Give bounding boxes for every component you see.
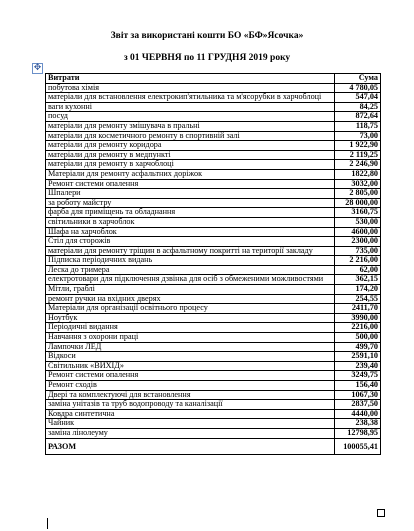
table-resize-handle[interactable] [377, 509, 385, 517]
table-row [46, 275, 381, 285]
expense-description: матеріали для ремонту в медпункті [46, 150, 335, 160]
expense-amount: 500,00 [335, 333, 381, 343]
expense-description: світильники в харчоблок [46, 217, 335, 227]
expense-amount: 2 216,00 [335, 256, 381, 266]
expense-amount: 3990,00 [335, 313, 381, 323]
expense-description: матеріали для ремонту тріщин в асфальтному покритті на території закладу [46, 246, 335, 256]
expense-amount: 3032,00 [335, 179, 381, 189]
expense-amount: 28 000,00 [335, 198, 381, 208]
expense-amount: 2411,70 [335, 304, 381, 314]
expense-amount: 547,04 [335, 93, 381, 103]
expense-amount: 3249,75 [335, 371, 381, 381]
expense-description: заміна лінолеуму [46, 428, 335, 438]
expense-description: Шафа на харчоблок [46, 227, 335, 237]
expense-amount: 2837,50 [335, 400, 381, 410]
table-move-handle-icon[interactable]: ✥ [33, 63, 42, 73]
table-row [46, 83, 381, 93]
table-row [46, 160, 381, 170]
expense-amount: 156,40 [335, 381, 381, 391]
table-row [46, 102, 381, 112]
table-row [46, 333, 381, 343]
table-row [46, 150, 381, 160]
expense-amount: 362,15 [335, 275, 381, 285]
expense-description: Ремонт сходів [46, 381, 335, 391]
expense-amount: 239,40 [335, 361, 381, 371]
expense-amount: 4600,00 [335, 227, 381, 237]
expense-description: Ремонт системи опалення [46, 179, 335, 189]
expense-description: заміна унітазів та труб водопроводу та каналізації [46, 400, 335, 410]
table-row [46, 131, 381, 141]
table-row [46, 294, 381, 304]
table-row [46, 409, 381, 419]
table-row [46, 419, 381, 429]
table-row [46, 285, 381, 295]
table-row [46, 381, 381, 391]
table-row [46, 323, 381, 333]
table-row [46, 265, 381, 275]
expense-description: Відкоси [46, 352, 335, 362]
expense-description: матеріали для ремонту в харчоблоці [46, 160, 335, 170]
table-row [46, 189, 381, 199]
table-row [46, 313, 381, 323]
table-row [46, 169, 381, 179]
expense-description: ремонт ручки на вхідних дверях [46, 294, 335, 304]
table-row [46, 361, 381, 371]
expense-amount: 735,00 [335, 246, 381, 256]
expense-description: матеріали для встановлення електрокип'ятильника та м'ясорубки в харчоблоці [46, 93, 335, 103]
expense-description: матеріали для ремонту змішувача в пральні [46, 121, 335, 131]
expense-amount: 2216,00 [335, 323, 381, 333]
expense-description: матеріали для ремонту коридора [46, 141, 335, 151]
expense-amount: 2591,10 [335, 352, 381, 362]
table-header-row [46, 74, 381, 84]
expense-description: матеріали для косметичного ремонту в спортивній залі [46, 131, 335, 141]
expense-description: Леска до тримера [46, 265, 335, 275]
table-row [46, 304, 381, 314]
table-row [46, 121, 381, 131]
expense-description: електротовари для підключення дзвінка для осіб з обмеженими можливостями [46, 275, 335, 285]
expense-amount: 1 922,90 [335, 141, 381, 151]
table-row [46, 246, 381, 256]
expense-amount: 2 805,00 [335, 189, 381, 199]
expense-description: Матеріали для ремонту асфальтних доріжок [46, 169, 335, 179]
expense-description: посуд [46, 112, 335, 122]
expense-description: Ремонт системи опалення [46, 371, 335, 381]
expense-amount: 4 780,05 [335, 83, 381, 93]
expense-amount: 2300,00 [335, 237, 381, 247]
expense-amount: 499,70 [335, 342, 381, 352]
expense-description: Навчання з охорони праці [46, 333, 335, 343]
expense-amount: 12798,95 [335, 428, 381, 438]
table-row [46, 400, 381, 410]
expense-description: Стіл для сторожів [46, 237, 335, 247]
expense-description: фарба для приміщень та обладнання [46, 208, 335, 218]
expense-description: побутова хімія [46, 83, 335, 93]
expense-description: ваги кухонні [46, 102, 335, 112]
table-row [46, 217, 381, 227]
expense-description: Шпалери [46, 189, 335, 199]
report-title: Звіт за використані кошти БО «БФ»Ясочка» [110, 31, 304, 41]
table-row [46, 237, 381, 247]
column-header-expense: Витрати [46, 74, 335, 84]
expense-amount: 1067,30 [335, 390, 381, 400]
total-row [46, 438, 381, 455]
table-row [46, 198, 381, 208]
expense-amount: 530,00 [335, 217, 381, 227]
expense-amount: 2 119,25 [335, 150, 381, 160]
table-row [46, 141, 381, 151]
expense-description: Підписка періодичних видань [46, 256, 335, 266]
expense-amount: 118,75 [335, 121, 381, 131]
table-row [46, 227, 381, 237]
expense-amount: 174,20 [335, 285, 381, 295]
table-row [46, 208, 381, 218]
table-row [46, 93, 381, 103]
expense-amount: 238,38 [335, 419, 381, 429]
expense-amount: 4440,00 [335, 409, 381, 419]
expense-description: Ковдра синтетична [46, 409, 335, 419]
expense-amount: 2 246,90 [335, 160, 381, 170]
expense-amount: 872,64 [335, 112, 381, 122]
expense-description: Ноутбук [46, 313, 335, 323]
expense-description: Чайник [46, 419, 335, 429]
expense-description: за роботу майстру [46, 198, 335, 208]
total-amount: 100055,41 [335, 438, 381, 455]
report-period: з 01 ЧЕРВНЯ по 11 ГРУДНЯ 2019 року [123, 53, 291, 63]
expense-amount: 62,00 [335, 265, 381, 275]
table-row [46, 256, 381, 266]
expense-amount: 254,55 [335, 294, 381, 304]
expenses-table [45, 73, 381, 455]
expense-description: Двері та комплектуючі для встановлення [46, 390, 335, 400]
expenses-table-body [46, 83, 381, 438]
table-row [46, 112, 381, 122]
expense-amount: 84,25 [335, 102, 381, 112]
expense-description: Матеріали для організації освітнього процесу [46, 304, 335, 314]
table-row [46, 428, 381, 438]
expense-description: Періодичні видання [46, 323, 335, 333]
expense-amount: 1822,80 [335, 169, 381, 179]
expense-description: Світильник «ВИХІД» [46, 361, 335, 371]
text-cursor [47, 518, 48, 529]
table-row [46, 342, 381, 352]
expense-amount: 3160,75 [335, 208, 381, 218]
table-row [46, 390, 381, 400]
table-row [46, 179, 381, 189]
table-row [46, 352, 381, 362]
table-row [46, 371, 381, 381]
total-label: РАЗОМ [46, 438, 335, 455]
expense-description: Мітли, граблі [46, 285, 335, 295]
column-header-amount: Сума [335, 74, 381, 84]
expense-description: Лампочки ЛЕД [46, 342, 335, 352]
expense-amount: 73,00 [335, 131, 381, 141]
